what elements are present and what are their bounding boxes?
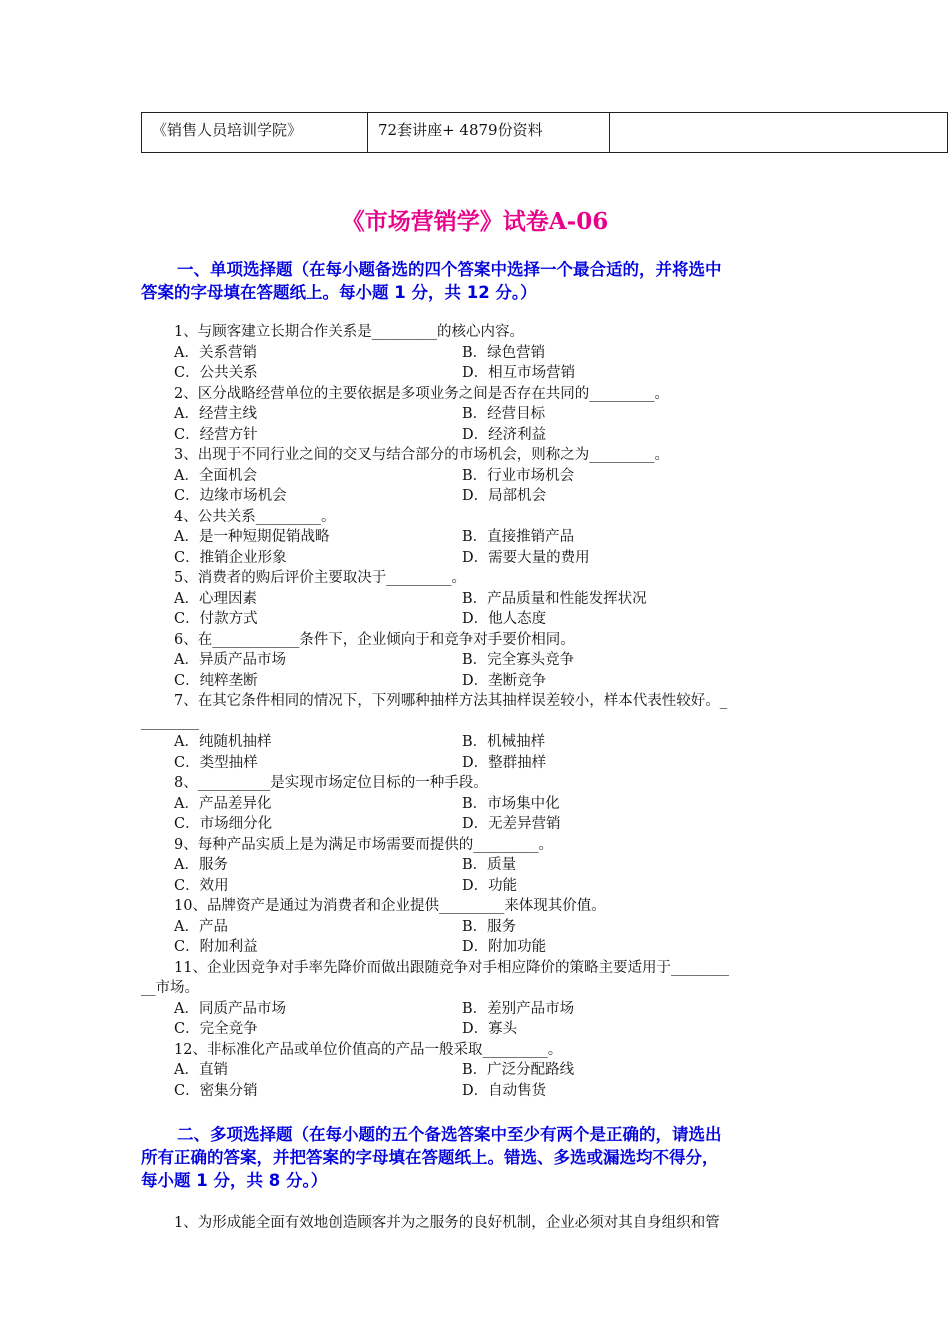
option-a[interactable]: A．同质产品市场 [174, 1000, 286, 1017]
option-b[interactable]: B．产品质量和性能发挥状况 [462, 590, 647, 607]
question-stem: 5、消费者的购后评价主要取决于_________。 [174, 570, 466, 586]
question-stem: 6、在____________条件下，企业倾向于和竞争对手要价相同。 [174, 631, 575, 648]
option-row [141, 999, 831, 1020]
section1-heading-line2: 答案的字母填在答题纸上。每小题 1 分，共 12 分。） [141, 283, 537, 302]
question-stem: 9、每种产品实质上是为满足市场需要而提供的_________。 [174, 836, 553, 853]
option-row [141, 1060, 831, 1081]
page-title: 《市场营销学》试卷A-06 [341, 208, 609, 235]
option-row [141, 466, 831, 487]
option-c[interactable]: C．效用 [174, 877, 229, 894]
question-stem: 1、与顾客建立长期合作关系是_________的核心内容。 [174, 324, 524, 340]
question-stem: 11、企业因竞争对手率先降价而做出跟随竞争对手相应降价的策略主要适用于________ [174, 959, 729, 976]
header-cell-empty [610, 113, 948, 153]
option-a[interactable]: A．是一种短期促销战略 [174, 529, 330, 545]
option-c[interactable]: C．公共关系 [174, 365, 258, 381]
option-row [141, 855, 831, 876]
section2-heading [141, 1123, 821, 1192]
header-cell-resources: 72套讲座+ 4879份资料 [368, 113, 610, 153]
option-b[interactable]: B．机械抽样 [462, 734, 546, 750]
option-b[interactable]: B．广泛分配路线 [462, 1062, 575, 1078]
option-d[interactable]: D．无差异营销 [462, 816, 561, 832]
section2-heading-line3: 每小题 1 分，共 8 分。） [141, 1171, 328, 1190]
option-row [141, 876, 831, 897]
option-a[interactable]: A．直销 [174, 1062, 228, 1078]
option-row [141, 1081, 831, 1102]
section1-heading [141, 258, 821, 304]
option-d[interactable]: D．自动售货 [462, 1082, 547, 1099]
question-stem: 12、非标准化产品或单位价值高的产品一般采取_________。 [174, 1041, 563, 1058]
option-d[interactable]: D．寡头 [462, 1021, 518, 1037]
header-table [141, 112, 948, 153]
option-row [141, 1019, 831, 1040]
option-b[interactable]: B．差别产品市场 [462, 1000, 575, 1017]
option-d[interactable]: D．他人态度 [462, 611, 547, 627]
option-a[interactable]: A．服务 [174, 857, 228, 873]
option-a[interactable]: A．心理因素 [174, 590, 257, 607]
section1-heading-line1: 一、单项选择题（在每小题备选的四个答案中选择一个最合适的，并将选中 [177, 260, 722, 279]
option-row [141, 650, 831, 671]
option-d[interactable]: D．需要大量的费用 [462, 549, 590, 566]
question-stem: 7、在其它条件相同的情况下，下列哪种抽样方法其抽样误差较小，样本代表性较好。_ [174, 693, 727, 709]
option-row [141, 794, 831, 815]
option-c[interactable]: C．付款方式 [174, 611, 258, 627]
option-b[interactable]: B．直接推销产品 [462, 529, 575, 545]
section2-question-1: 1、为形成能全面有效地创造顾客并为之服务的良好机制，企业必须对其自身组织和管 [174, 1215, 720, 1231]
option-b[interactable]: B．经营目标 [462, 406, 546, 422]
option-c[interactable]: C．纯粹垄断 [174, 672, 258, 689]
question-stem: 8、__________是实现市场定位目标的一种手段。 [174, 775, 488, 791]
option-c[interactable]: C．完全竞争 [174, 1021, 258, 1037]
option-c[interactable]: C．密集分销 [174, 1082, 258, 1099]
option-row [141, 753, 831, 774]
option-a[interactable]: A．产品 [174, 918, 228, 935]
option-d[interactable]: D．垄断竞争 [462, 672, 547, 689]
question-stem: 10、品牌资产是通过为消费者和企业提供_________来体现其价值。 [174, 898, 606, 914]
question-stem: 3、出现于不同行业之间的交叉与结合部分的市场机会，则称之为_________。 [174, 447, 669, 463]
option-c[interactable]: C．市场细分化 [174, 816, 273, 832]
option-a[interactable]: A．关系营销 [174, 344, 257, 361]
option-d[interactable]: D．相互市场营销 [462, 365, 576, 381]
option-row [141, 343, 831, 364]
option-d[interactable]: D．整群抽样 [462, 754, 547, 771]
option-c[interactable]: C．推销企业形象 [174, 549, 287, 566]
option-a[interactable]: A．产品差异化 [174, 795, 272, 812]
option-d[interactable]: D．局部机会 [462, 488, 547, 504]
section2-heading-line2: 所有正确的答案，并把答案的字母填在答题纸上。错选、多选或漏选均不得分， [141, 1148, 719, 1167]
question-stem-continued: ________ [141, 713, 199, 730]
option-d[interactable]: D．经济利益 [462, 426, 547, 443]
option-b[interactable]: B．市场集中化 [462, 795, 560, 812]
option-a[interactable]: A．纯随机抽样 [174, 734, 272, 750]
option-row [141, 486, 831, 507]
option-c[interactable]: C．经营方针 [174, 426, 258, 443]
section2-heading-line1: 二、多项选择题（在每小题的五个备选答案中至少有两个是正确的，请选出 [177, 1125, 722, 1144]
question-stem-continued: __市场。 [141, 980, 199, 996]
option-b[interactable]: B．服务 [462, 918, 517, 935]
option-a[interactable]: A．异质产品市场 [174, 652, 286, 668]
option-a[interactable]: A．经营主线 [174, 406, 257, 422]
option-c[interactable]: C．附加利益 [174, 939, 258, 955]
question-stem: 2、区分战略经营单位的主要依据是多项业务之间是否存在共同的_________。 [174, 385, 669, 402]
option-row [141, 404, 831, 425]
option-row [141, 917, 831, 938]
option-row [141, 671, 831, 692]
option-d[interactable]: D．附加功能 [462, 939, 547, 955]
option-row [141, 814, 831, 835]
option-a[interactable]: A．全面机会 [174, 467, 257, 484]
question-stem: 4、公共关系_________。 [174, 508, 336, 525]
option-c[interactable]: C．类型抽样 [174, 754, 258, 771]
option-row [141, 589, 831, 610]
option-row [141, 732, 831, 753]
option-d[interactable]: D．功能 [462, 877, 518, 894]
option-b[interactable]: B．质量 [462, 857, 517, 873]
option-row [141, 937, 831, 958]
option-b[interactable]: B．绿色营销 [462, 344, 546, 361]
option-row [141, 527, 831, 548]
option-row [141, 425, 831, 446]
option-row [141, 363, 831, 384]
question-list [141, 322, 831, 1101]
header-cell-course: 《销售人员培训学院》 [142, 113, 368, 153]
option-row [141, 609, 831, 630]
option-c[interactable]: C．边缘市场机会 [174, 488, 287, 504]
option-b[interactable]: B．行业市场机会 [462, 467, 575, 484]
option-b[interactable]: B．完全寡头竞争 [462, 652, 575, 668]
option-row [141, 548, 831, 569]
